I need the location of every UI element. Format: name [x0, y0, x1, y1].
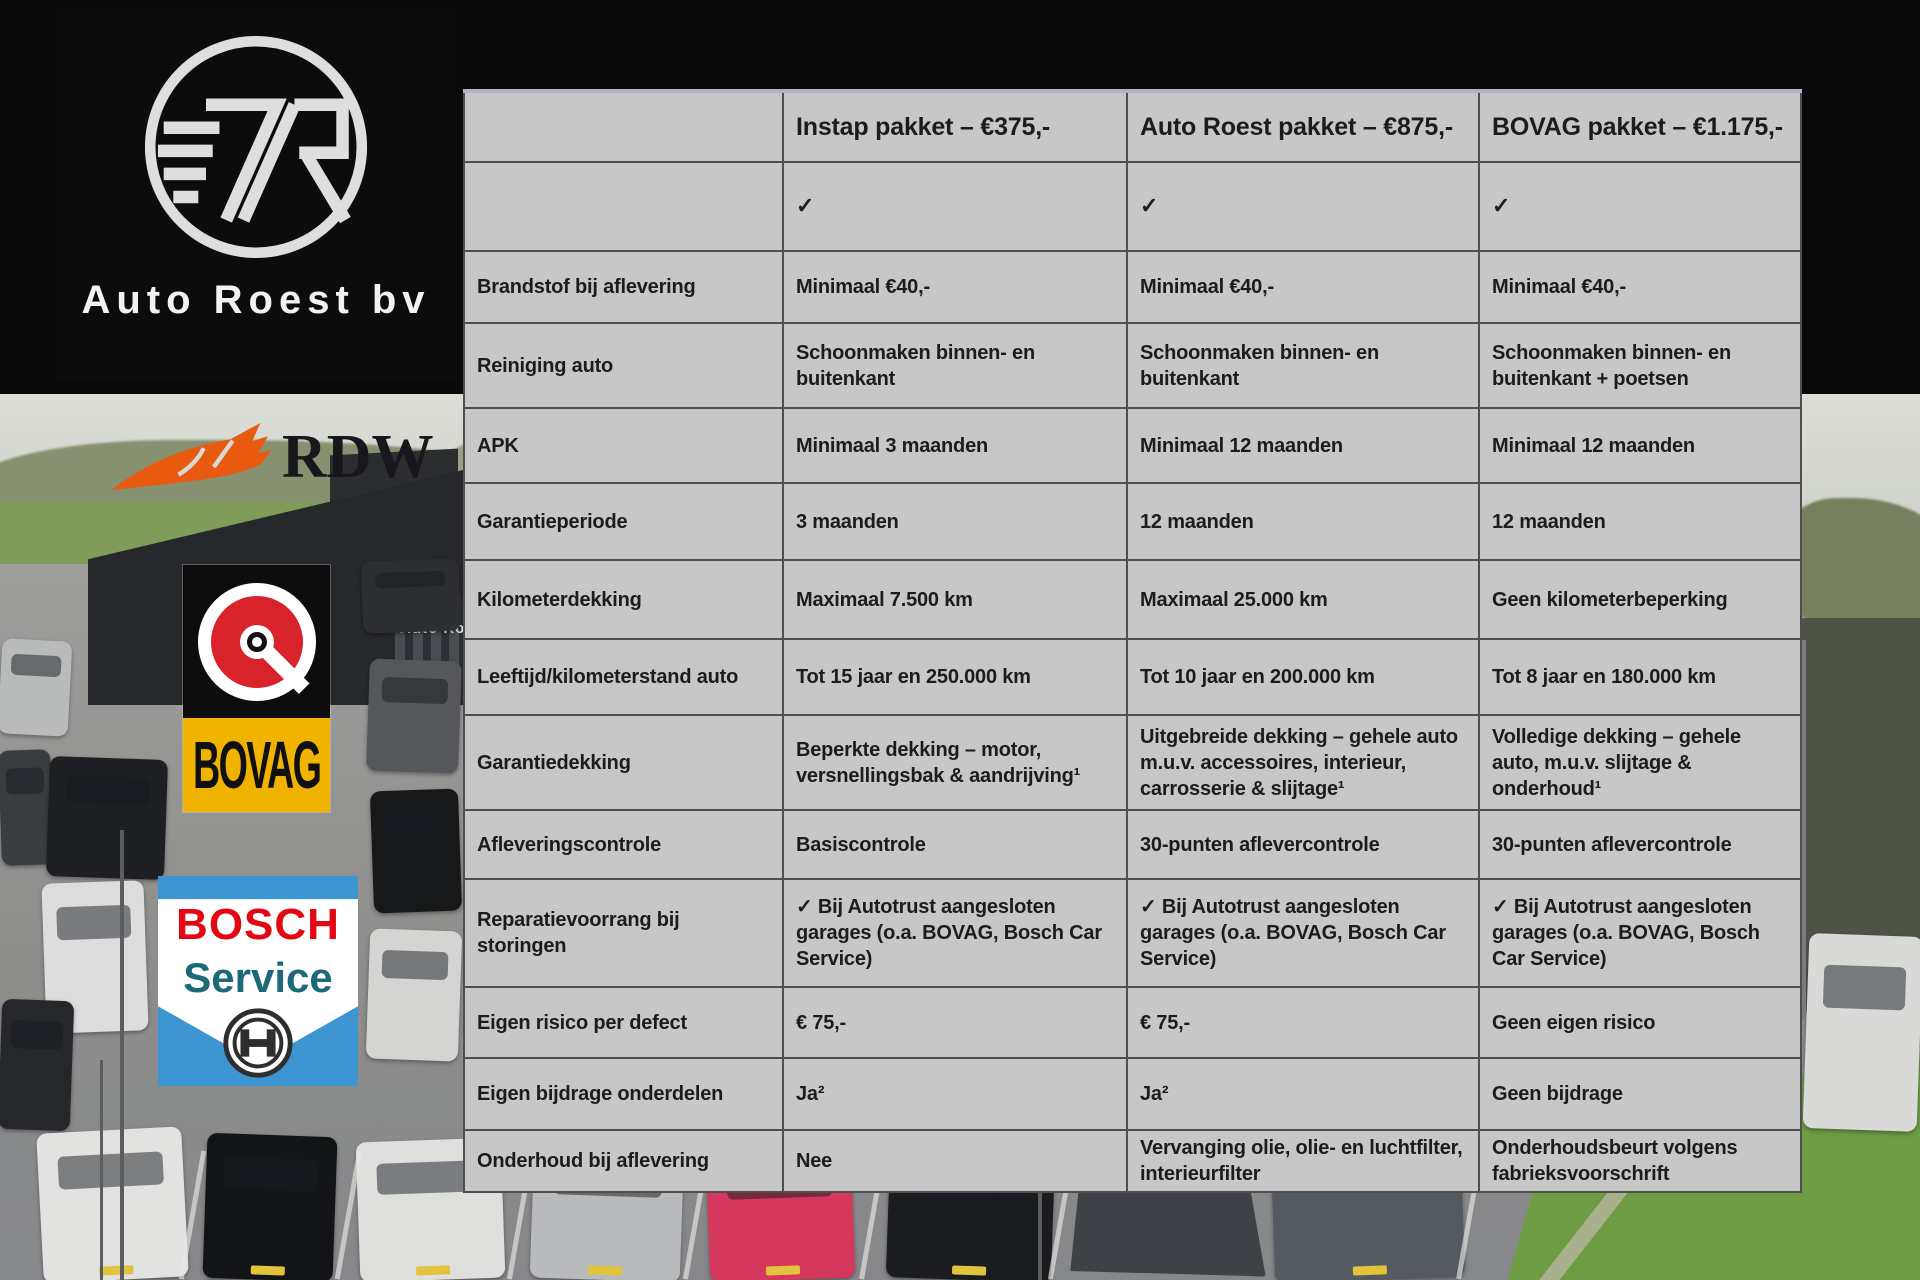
row-label: Kilometerdekking — [464, 560, 783, 639]
cell: ✓ — [1127, 162, 1479, 251]
cell: Minimaal 12 maanden — [1479, 408, 1801, 483]
cell: Schoonmaken binnen- en buitenkant + poetsen — [1479, 323, 1801, 408]
car — [366, 928, 462, 1061]
cell: Maximaal 25.000 km — [1127, 560, 1479, 639]
cell: Maximaal 7.500 km — [783, 560, 1127, 639]
brand-monogram-icon — [131, 22, 381, 272]
lamp-post — [120, 830, 124, 1280]
table-row — [464, 323, 1801, 408]
row-label: Garantiedekking — [464, 715, 783, 810]
cell: Geen kilometerbeperking — [1479, 560, 1801, 639]
table-row — [464, 1058, 1801, 1130]
cell: 12 maanden — [1479, 483, 1801, 560]
table-row — [464, 408, 1801, 483]
table-body — [464, 162, 1801, 1192]
cell: Geen eigen risico — [1479, 987, 1801, 1058]
row-label: APK — [464, 408, 783, 483]
cell: Onderhoudsbeurt volgens fabrieksvoorschrift — [1479, 1130, 1801, 1192]
cell: Minimaal €40,- — [783, 251, 1127, 323]
cell: Nee — [783, 1130, 1127, 1192]
table-row — [464, 810, 1801, 879]
bovag-emblem-icon — [183, 565, 330, 718]
cell: Geen bijdrage — [1479, 1058, 1801, 1130]
car — [370, 789, 462, 914]
row-label — [464, 162, 783, 251]
rdw-logo — [108, 414, 434, 500]
table-row — [464, 987, 1801, 1058]
table-row — [464, 715, 1801, 810]
row-label: Eigen risico per defect — [464, 987, 783, 1058]
cell: Tot 10 jaar en 200.000 km — [1127, 639, 1479, 715]
car — [46, 756, 168, 880]
cell: Beperkte dekking – motor, versnellingsbak & aandrijving¹ — [783, 715, 1127, 810]
lamp-post — [100, 1060, 103, 1280]
bosch-label: BOSCH — [176, 900, 340, 949]
cell: Basiscontrole — [783, 810, 1127, 879]
table-row — [464, 483, 1801, 560]
brand-name: Auto Roest bv — [81, 278, 431, 322]
row-label: Reiniging auto — [464, 323, 783, 408]
bosch-armature-icon — [219, 1004, 297, 1082]
bovag-label: BOVAG — [192, 727, 321, 803]
cell: Minimaal €40,- — [1127, 251, 1479, 323]
cell: Tot 8 jaar en 180.000 km — [1479, 639, 1801, 715]
cell: Minimaal 12 maanden — [1127, 408, 1479, 483]
column-header: Auto Roest pakket – €875,- — [1127, 91, 1479, 162]
cell: ✓ — [783, 162, 1127, 251]
cell: Vervanging olie, olie- en luchtfilter, interieurfilter — [1127, 1130, 1479, 1192]
table-row — [464, 560, 1801, 639]
cell: Schoonmaken binnen- en buitenkant — [783, 323, 1127, 408]
bosch-service-label: Service — [183, 954, 333, 1001]
cell: Ja² — [783, 1058, 1127, 1130]
pricing-table — [463, 89, 1802, 1193]
row-label: Brandstof bij aflevering — [464, 251, 783, 323]
row-label: Afleveringscontrole — [464, 810, 783, 879]
rdw-swoosh-icon — [108, 414, 278, 500]
cell: ✓ Bij Autotrust aangesloten garages (o.a. BOVAG, Bosch Car Service) — [1127, 879, 1479, 987]
table-row — [464, 251, 1801, 323]
car — [361, 558, 461, 633]
rdw-label: RDW — [282, 423, 434, 491]
cell: € 75,- — [1127, 987, 1479, 1058]
auto-roest-logo — [56, 8, 456, 380]
cell: Minimaal €40,- — [1479, 251, 1801, 323]
table-header — [464, 91, 1801, 162]
row-label: Onderhoud bij aflevering — [464, 1130, 783, 1192]
cell: Ja² — [1127, 1058, 1479, 1130]
cell: Schoonmaken binnen- en buitenkant — [1127, 323, 1479, 408]
car — [366, 658, 462, 773]
table-row — [464, 1130, 1801, 1192]
table-row — [464, 879, 1801, 987]
cell: 12 maanden — [1127, 483, 1479, 560]
corner-cell — [464, 91, 783, 162]
car — [0, 638, 72, 737]
cell: 30-punten aflevercontrole — [1479, 810, 1801, 879]
cell: Minimaal 3 maanden — [783, 408, 1127, 483]
row-label: Leeftijd/kilometerstand auto — [464, 639, 783, 715]
column-header: Instap pakket – €375,- — [783, 91, 1127, 162]
cell: Tot 15 jaar en 250.000 km — [783, 639, 1127, 715]
cell: € 75,- — [783, 987, 1127, 1058]
cell: ✓ Bij Autotrust aangesloten garages (o.a. BOVAG, Bosch Car Service) — [783, 879, 1127, 987]
row-label: Reparatievoorrang bij storingen — [464, 879, 783, 987]
car — [1803, 933, 1920, 1132]
car — [36, 1126, 189, 1280]
row-label: Garantieperiode — [464, 483, 783, 560]
cell: 30-punten aflevercontrole — [1127, 810, 1479, 879]
cell: ✓ Bij Autotrust aangesloten garages (o.a. BOVAG, Bosch Car Service) — [1479, 879, 1801, 987]
cell: ✓ — [1479, 162, 1801, 251]
cell: Volledige dekking – gehele auto, m.u.v. slijtage & onderhoud¹ — [1479, 715, 1801, 810]
row-label: Eigen bijdrage onderdelen — [464, 1058, 783, 1130]
table-row — [464, 639, 1801, 715]
car — [0, 999, 74, 1131]
cell: Uitgebreide dekking – gehele auto m.u.v. accessoires, interieur, carrosserie & slijtage¹ — [1127, 715, 1479, 810]
column-header: BOVAG pakket – €1.175,- — [1479, 91, 1801, 162]
cell: 3 maanden — [783, 483, 1127, 560]
bosch-service-logo — [158, 876, 358, 1086]
table-row — [464, 162, 1801, 251]
bovag-logo — [183, 565, 330, 812]
car — [203, 1133, 338, 1280]
